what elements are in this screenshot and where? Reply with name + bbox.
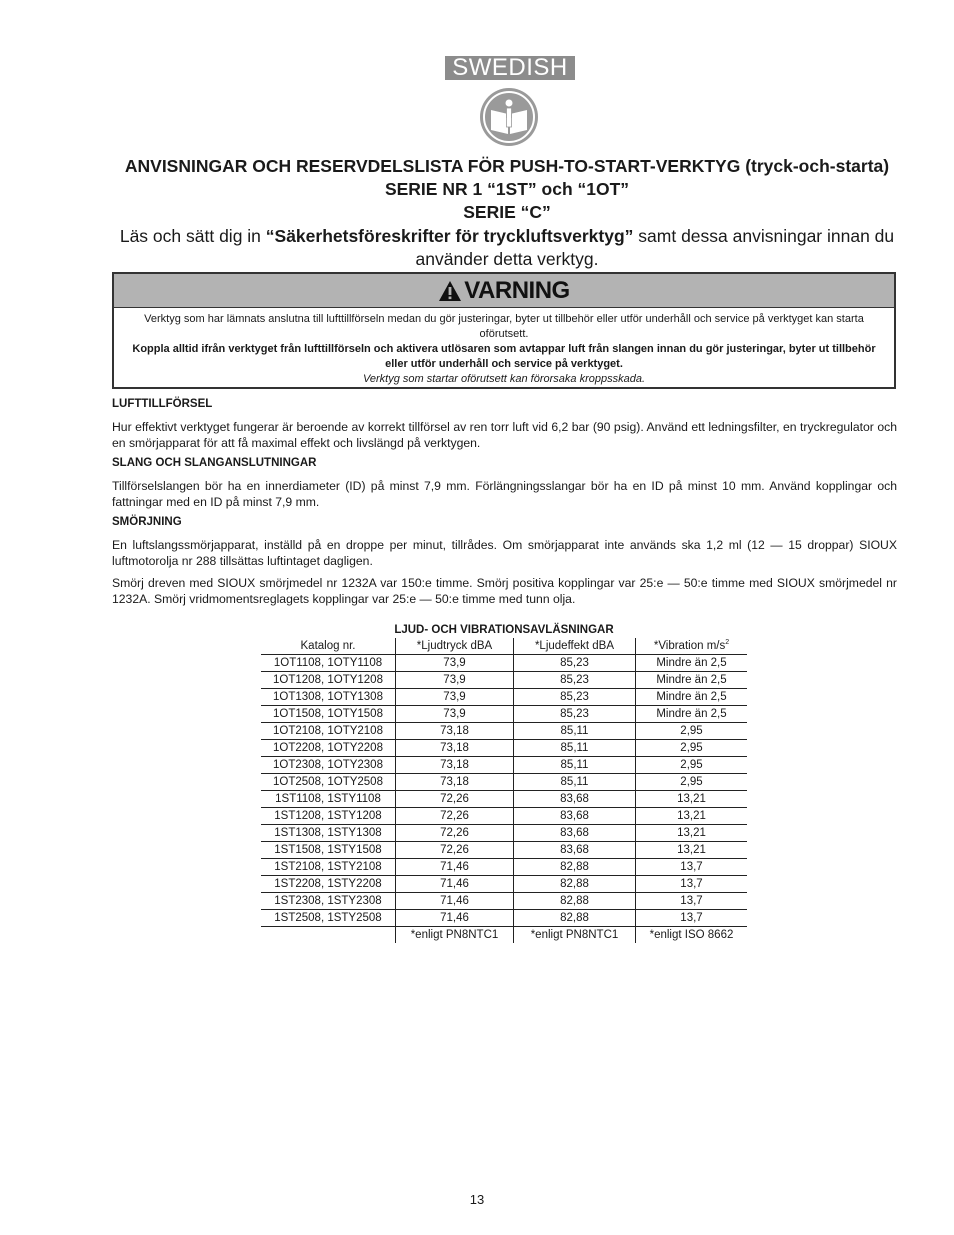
table-cell: 72,26 [396,825,514,842]
table-header-row [261,638,747,655]
footnote-cell [261,927,396,944]
table-cell: 1OT1508, 1OTY1508 [261,706,396,723]
table-cell: 85,23 [514,655,636,672]
table-cell: 72,26 [396,791,514,808]
table-row [261,723,747,740]
table-cell: 1OT2308, 1OTY2308 [261,757,396,774]
table-cell: 83,68 [514,808,636,825]
table-cell: 83,68 [514,825,636,842]
table-cell: 1ST2508, 1STY2508 [261,910,396,927]
table-cell: 13,21 [636,791,748,808]
table-row [261,842,747,859]
table-row [261,774,747,791]
table-cell: 2,95 [636,774,748,791]
table-row [261,757,747,774]
table-cell: 1ST1308, 1STY1308 [261,825,396,842]
section-lubrication [112,515,897,607]
footnote-cell: *enligt PN8NTC1 [514,927,636,944]
table-cell: 2,95 [636,723,748,740]
table-cell: 1ST2208, 1STY2208 [261,876,396,893]
table-cell: 1ST1108, 1STY1108 [261,791,396,808]
table-cell: 1OT1108, 1OTY1108 [261,655,396,672]
table-cell: 1ST2308, 1STY2308 [261,893,396,910]
table-cell: 71,46 [396,910,514,927]
table-cell: 85,23 [514,672,636,689]
section-text: En luftslangssmörjapparat, inställd på en droppe per minut, tillrådes. Om smörjapparat inte används ska 1,2 ml (12 — 15 droppar) SIOUX luftmotorolja nr 288 tillsättas luftintaget dagligen. [112,538,897,568]
read-instructions [100,225,914,271]
table-cell: 1ST1508, 1STY1508 [261,842,396,859]
table-cell: 85,23 [514,689,636,706]
warning-box [112,272,896,389]
table-cell: 1OT1208, 1OTY1208 [261,672,396,689]
unit-superscript: 2 [725,639,730,647]
table-row [261,689,747,706]
table-cell: 71,46 [396,893,514,910]
table-body [261,655,747,944]
language-badge: SWEDISH [445,56,575,80]
table-cell: Mindre än 2,5 [636,706,748,723]
table-title: LJUD- OCH VIBRATIONSAVLÄSNINGAR [394,624,614,636]
table-cell: 1ST2108, 1STY2108 [261,859,396,876]
table-footer-row [261,927,747,944]
vibration-header-text: *Vibration m/s [653,640,726,652]
table-cell: 82,88 [514,893,636,910]
readings-table [261,638,747,943]
table-row [261,791,747,808]
table-cell: 71,46 [396,859,514,876]
table-cell: 13,7 [636,910,748,927]
table-cell: 1OT2108, 1OTY2108 [261,723,396,740]
section-heading: SLANG OCH SLANGANSLUTNINGAR [112,457,317,469]
warning-text-2: Koppla alltid ifrån verktyget från lufttillförseln och aktivera utlösaren som avtappar luft från slangen innan du gör justeringar, byter ut tillbehör eller utför underhåll och service på verktyget. [132,343,876,370]
section-hose [112,456,897,510]
section-air-supply [112,397,897,451]
table-row [261,876,747,893]
table-cell: 73,9 [396,672,514,689]
table-cell: 73,9 [396,706,514,723]
table-cell: 82,88 [514,910,636,927]
warning-body [114,308,894,387]
table-cell: 73,9 [396,689,514,706]
title-block [100,155,914,271]
table-cell: 73,9 [396,655,514,672]
table-cell: 85,11 [514,740,636,757]
column-header: Katalog nr. [261,638,396,655]
warning-label: VARNING [464,276,570,304]
table-cell: 2,95 [636,757,748,774]
table-cell: 1OT2208, 1OTY2208 [261,740,396,757]
table-row [261,859,747,876]
section-heading: LUFTTILLFÖRSEL [112,398,213,410]
table-cell: 13,21 [636,825,748,842]
warning-text-1: Verktyg som har lämnats anslutna till lufttillförseln medan du gör justeringar, byter ut tillbehör eller utför underhåll och service på verktyget kan starta oförutsett. [144,313,864,340]
table-cell: 82,88 [514,859,636,876]
table-cell: Mindre än 2,5 [636,689,748,706]
read-bold: “Säkerhetsföreskrifter för tryckluftsverktyg” [265,226,634,246]
table-row [261,808,747,825]
table-cell: 72,26 [396,808,514,825]
section-text: Tillförselslangen bör ha en innerdiameter (ID) på minst 7,9 mm. Förlängningsslangar bör ha en ID på minst 10 mm. Använd kopplingar och fattningar med en ID på minst 7,9 mm. [112,479,897,509]
read-suffix: samt dessa anvisningar innan du använder detta verktyg. [415,226,895,269]
table-row [261,910,747,927]
table-row [261,893,747,910]
footnote-cell: *enligt ISO 8662 [636,927,748,944]
table-cell: 85,11 [514,723,636,740]
table-cell: 2,95 [636,740,748,757]
column-header: *Ljudtryck dBA [396,638,514,655]
series-label: SERIE “C” [463,202,551,222]
info-book-icon [477,86,541,148]
table-cell: 85,11 [514,757,636,774]
table-row [261,655,747,672]
table-cell: 73,18 [396,740,514,757]
column-header [636,638,748,655]
table-row [261,672,747,689]
warning-header [114,274,894,308]
column-header: *Ljudeffekt dBA [514,638,636,655]
table-cell: 73,18 [396,757,514,774]
table-row [261,825,747,842]
table-cell: 73,18 [396,723,514,740]
table-cell: 1ST1208, 1STY1208 [261,808,396,825]
table-cell: 1OT1308, 1OTY1308 [261,689,396,706]
page-number: 13 [469,1192,485,1207]
table-cell: 13,7 [636,876,748,893]
table-cell: 1OT2508, 1OTY2508 [261,774,396,791]
table-cell: 13,7 [636,893,748,910]
table-cell: 82,88 [514,876,636,893]
table-row [261,706,747,723]
table-cell: 83,68 [514,791,636,808]
section-text: Hur effektivt verktyget fungerar är beroende av korrekt tillförsel av ren torr luft vid 6,2 bar (90 psig). Använd ett ledningsfilter, en tryckregulator och en smörjapparat för att få maximal effekt och livslängd på verktygen. [112,420,897,450]
read-prefix: Läs och sätt dig in [119,226,266,246]
sound-vibration-table [261,623,747,943]
table-cell: 73,18 [396,774,514,791]
table-cell: 13,21 [636,808,748,825]
table-cell: 13,7 [636,859,748,876]
table-cell: 85,11 [514,774,636,791]
warning-triangle-icon [438,280,462,302]
footnote-cell: *enligt PN8NTC1 [396,927,514,944]
table-cell: 71,46 [396,876,514,893]
table-cell: Mindre än 2,5 [636,672,748,689]
table-cell: 72,26 [396,842,514,859]
table-cell: 13,21 [636,842,748,859]
table-row [261,740,747,757]
table-cell: 83,68 [514,842,636,859]
section-heading: SMÖRJNING [112,516,182,528]
document-title: ANVISNINGAR OCH RESERVDELSLISTA FÖR PUSH-TO-START-VERKTYG (tryck-och-starta) SERIE NR 1 “1ST” och “1OT” [124,156,890,199]
section-text: Smörj dreven med SIOUX smörjmedel nr 1232A var 150:e timme. Smörj positiva kopplingar var 25:e — 50:e timme med SIOUX smörjmedel nr 1232A. Smörj vridmomentsreglagets kopplingar var 25:e — 50:e timme med tunn olja. [112,576,897,606]
warning-text-3: Verktyg som startar oförutsett kan förorsaka kroppsskada. [362,373,646,385]
table-cell: Mindre än 2,5 [636,655,748,672]
table-cell: 85,23 [514,706,636,723]
